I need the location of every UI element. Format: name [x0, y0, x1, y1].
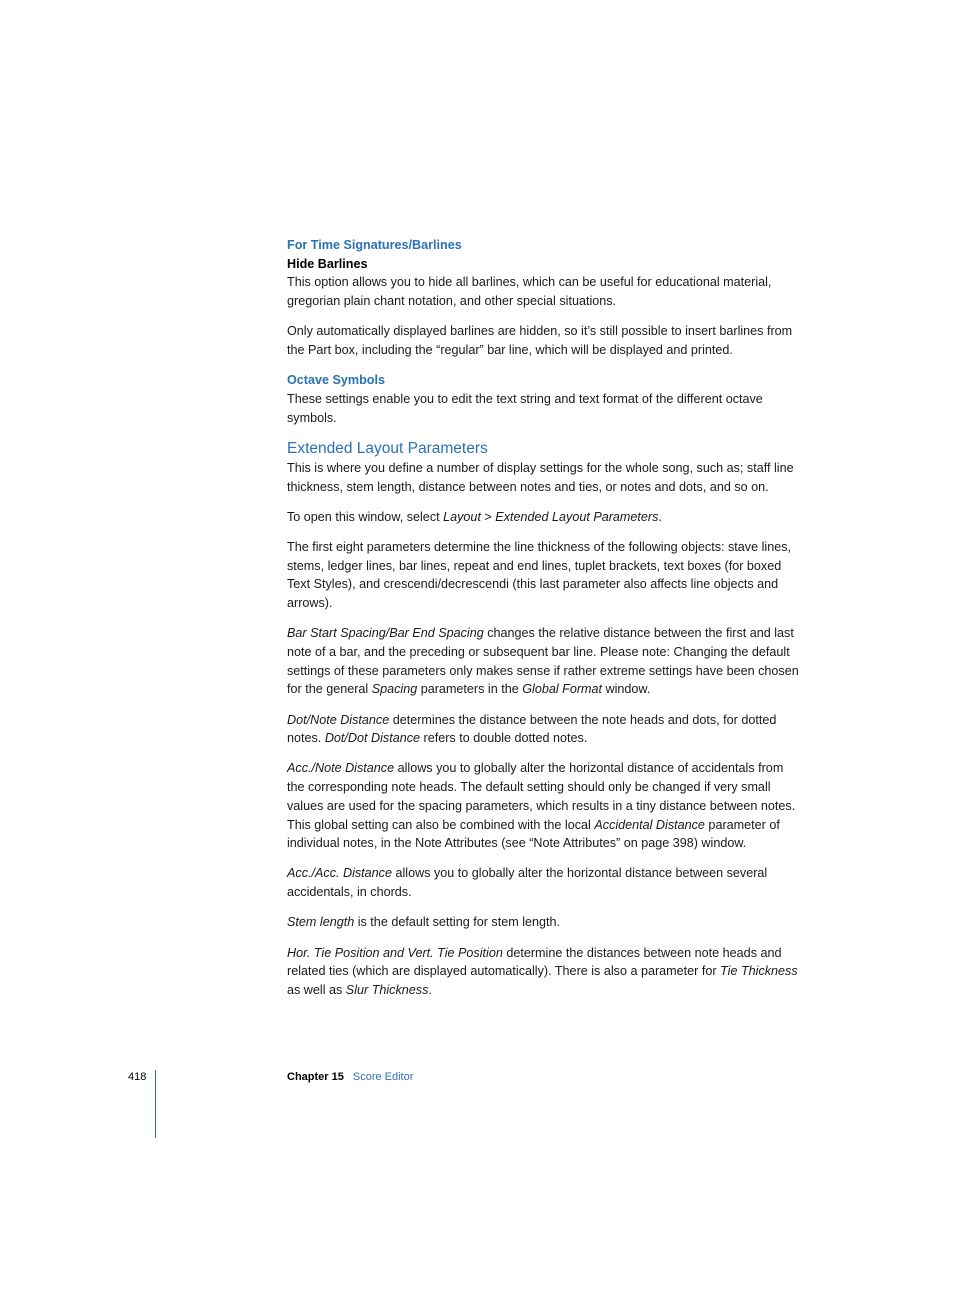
term: Stem length [287, 915, 355, 930]
menu-path-layout: Layout [443, 509, 481, 524]
chapter-label: Chapter 15 [287, 1071, 344, 1083]
paragraph: This option allows you to hide all barlines, which can be useful for educational material, gregorian plain chant notation, and other special situations. [287, 275, 772, 309]
menu-path-extended-layout: Extended Layout Parameters [495, 509, 659, 524]
text: parameter of individual notes, in the Note Attributes (see “Note Attributes” on page 398) window. [287, 817, 780, 851]
text: To open this window, select [287, 509, 444, 524]
footer-divider [155, 1070, 156, 1138]
paragraph: This is where you define a number of display settings for the whole song, such as; staff line thickness, stem length, distance between notes and ties, or notes and dots, and so on. [287, 460, 794, 494]
section-heading-time-signatures: For Time Signatures/Barlines [287, 238, 462, 252]
term: Spacing [371, 682, 418, 697]
text: parameters in the [417, 682, 523, 697]
text: refers to double dotted notes. [420, 731, 588, 746]
paragraph [287, 508, 799, 527]
term: Hor. Tie Position and Vert. Tie Position [287, 945, 503, 960]
term: Accidental Distance [594, 817, 705, 832]
text: changes the relative distance between the first and last note of a bar, and the preceding or subsequent bar line. Please note: Changing the default settings of these parameters only makes sense if rather extreme settings have been chosen for the general [287, 626, 799, 697]
term: Acc./Acc. Distance [287, 866, 392, 881]
paragraph: Only automatically displayed barlines are hidden, so it’s still possible to insert barlines from the Part box, including the “regular” bar line, which will be displayed and printed. [287, 324, 793, 358]
term: Acc./Note Distance [287, 761, 395, 776]
paragraph: These settings enable you to edit the text string and text format of the different octave symbols. [287, 391, 763, 425]
term: Global Format [522, 682, 603, 697]
text: window. [602, 682, 651, 697]
paragraph [287, 913, 799, 932]
section-heading-octave-symbols: Octave Symbols [287, 373, 385, 388]
text: determines the distance between the note heads and dots, for dotted notes. [287, 712, 777, 746]
text: as well as [287, 983, 346, 997]
term: Dot/Dot Distance [324, 731, 421, 746]
paragraph [287, 711, 799, 748]
footer-chapter [287, 1070, 413, 1084]
paragraph [287, 864, 799, 901]
text: allows you to globally alter the horizontal distance of accidentals from the corresponding note heads. The default setting should only be changed if very small values are used for the spacing parameters, which results in a tiny distance between notes. This global setting can also be combined with the local [287, 761, 796, 832]
paragraph [287, 944, 799, 1000]
text: . [658, 509, 662, 524]
section-heading-extended-layout: Extended Layout Parameters [287, 439, 488, 457]
term: Slur Thickness [345, 983, 429, 997]
page-number: 418 [128, 1071, 147, 1083]
subheading-hide-barlines: Hide Barlines [287, 256, 368, 271]
paragraph [287, 624, 799, 699]
text: determine the distances between note heads and related ties (which are displayed automatically). There is also a parameter for [287, 945, 782, 979]
text: > [480, 509, 496, 524]
chapter-title: Score Editor [352, 1071, 414, 1083]
text: . [428, 983, 432, 997]
paragraph: The first eight parameters determine the line thickness of the following objects: stave lines, stems, ledger lines, bar lines, repeat and end lines, tuplet brackets, text boxes (for boxed Text Styles), and crescendi/decrescendi (this last parameter also affects line objects and arrows). [287, 539, 792, 611]
page-body [287, 236, 799, 1011]
term: Tie Thickness [720, 964, 798, 979]
paragraph [287, 759, 799, 853]
term: Bar Start Spacing/Bar End Spacing [287, 626, 484, 641]
text: allows you to globally alter the horizontal distance between several accidentals, in chords. [287, 866, 768, 900]
text: is the default setting for stem length. [354, 915, 561, 930]
term: Dot/Note Distance [287, 712, 390, 727]
